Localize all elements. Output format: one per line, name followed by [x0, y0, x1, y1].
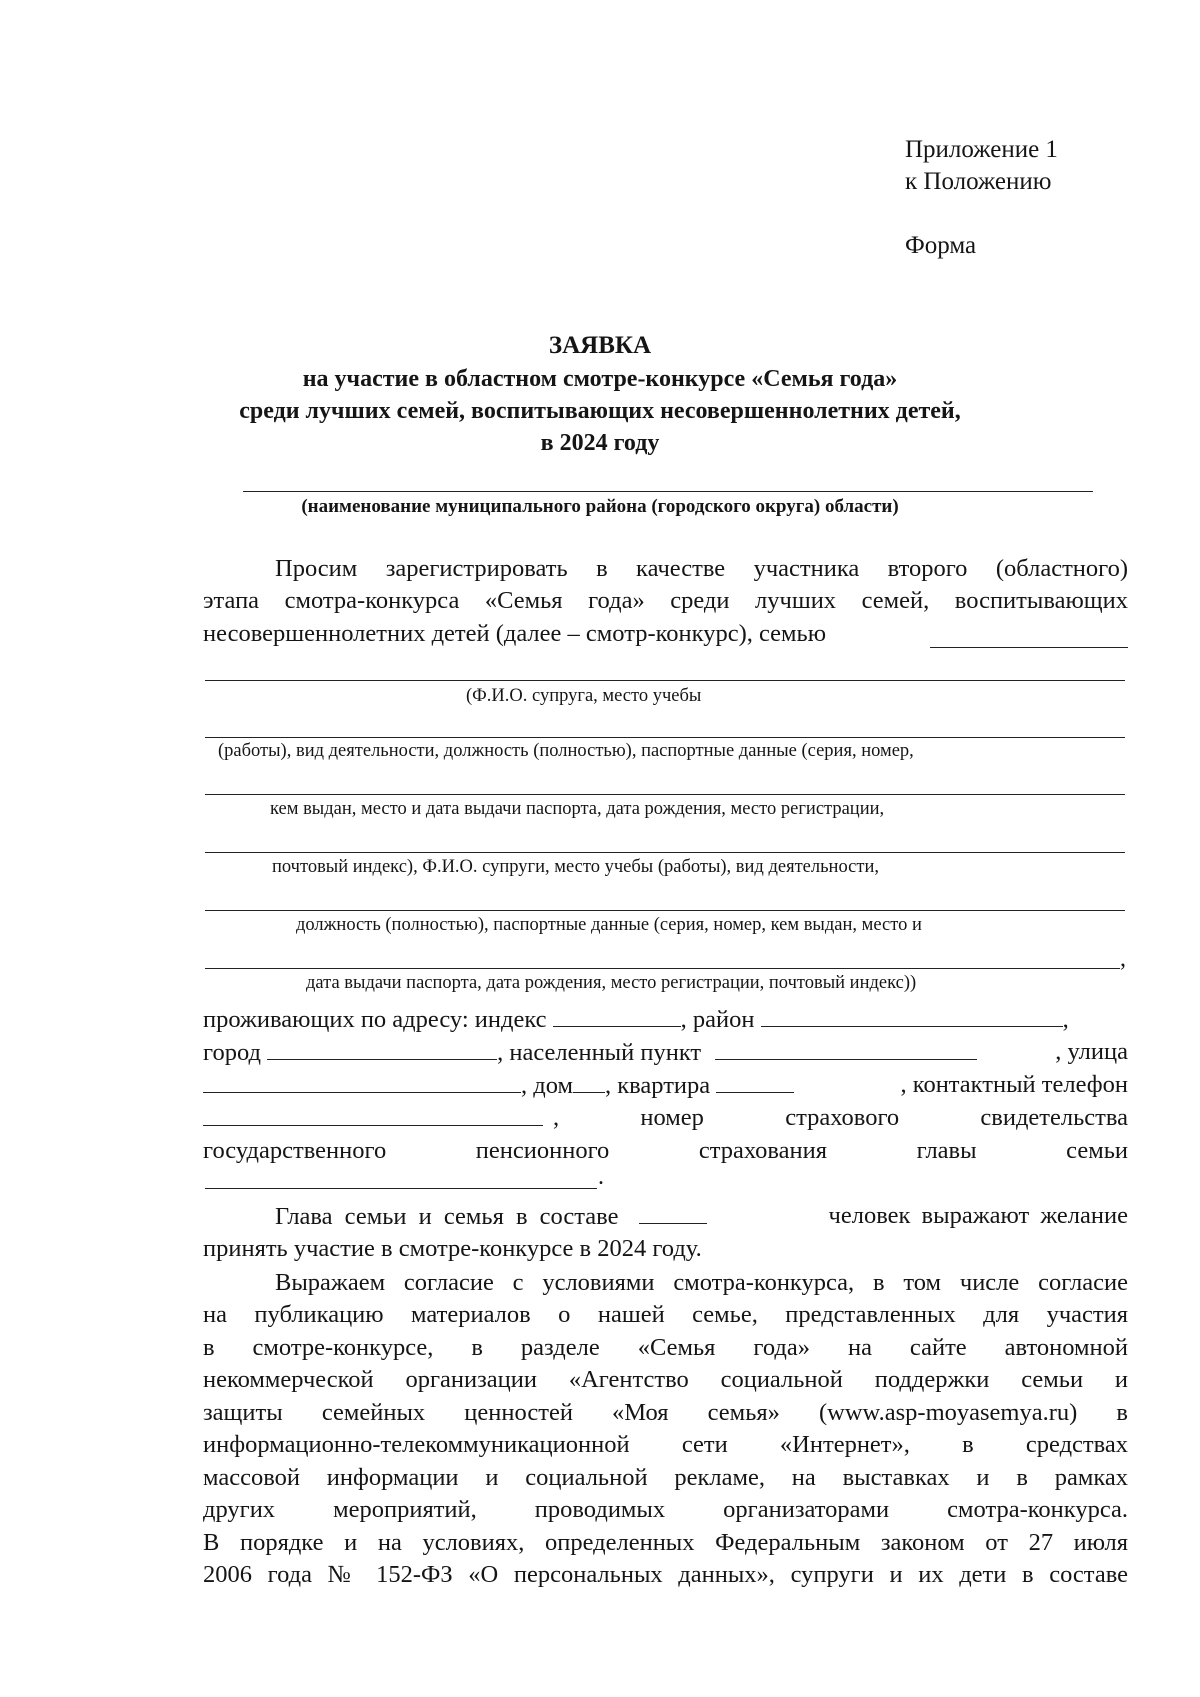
municipality-caption: (наименование муниципального района (городского округа) области) — [301, 496, 899, 517]
field-caption-6: дата выдачи паспорта, дата рождения, место регистрации, почтовый индекс)) — [306, 973, 917, 993]
wish-line-1-b: человек выражают желание — [828, 1202, 1128, 1229]
consent-line-10: 2006 года № 152-ФЗ «О персональных данных», супруги и их дети в составе — [203, 1561, 1128, 1588]
consent-line-9: В порядке и на условиях, определенных Федеральным законом от 27 июля — [203, 1529, 1128, 1556]
line-6-comma: , — [1120, 946, 1126, 972]
field-caption-1: (Ф.И.О. супруга, место учебы — [466, 686, 702, 706]
family-info-line-3 — [205, 794, 1125, 795]
insurance-period: . — [598, 1164, 604, 1190]
field-caption-3: кем выдан, место и дата выдачи паспорта, дата рождения, место регистрации, — [270, 799, 885, 819]
municipality-field-line — [243, 491, 1093, 492]
consent-line-2: на публикацию материалов о нашей семье, представленных для участия — [203, 1301, 1128, 1328]
city-label: город — [203, 1039, 261, 1066]
insurance-label-2: государственного пенсионного страхования главы семьи — [203, 1137, 1128, 1164]
title-line-3: в 2024 году — [540, 430, 660, 456]
family-name-blank — [930, 647, 1128, 648]
wish-line-1-a: Глава семьи и семья в составе — [275, 1203, 619, 1230]
title-line-1: на участие в областном смотре-конкурсе «Семья года» — [302, 366, 898, 392]
consent-line-4: некоммерческой организации «Агентство социальной поддержки семьи и — [203, 1366, 1128, 1393]
index-blank — [553, 1005, 681, 1027]
field-caption-5: должность (полностью), паспортные данные (серия, номер, кем выдан, место и — [296, 915, 922, 935]
form-label: Форма — [905, 232, 977, 259]
house-blank — [573, 1071, 605, 1093]
consent-line-5: защиты семейных ценностей «Моя семья» (www.asp-moyasemya.ru) в — [203, 1399, 1128, 1426]
insurance-label-1: , номер страхового свидетельства — [553, 1104, 1128, 1131]
street-blank — [203, 1071, 521, 1093]
title-line-2: среди лучших семей, воспитывающих несовершеннолетних детей, — [239, 398, 961, 424]
address-line-1: проживающих по адресу: индекс , район , — [203, 1006, 1069, 1033]
house-label: , дом — [521, 1072, 574, 1099]
regulation-label: к Положению — [905, 168, 1052, 195]
field-caption-4: почтовый индекс), Ф.И.О. супруги, место учебы (работы), вид деятельности, — [272, 857, 879, 877]
district-blank — [761, 1005, 1063, 1027]
document-title: ЗАЯВКА — [548, 332, 652, 359]
appendix-label: Приложение 1 — [905, 136, 1058, 163]
address-line-2 — [203, 1038, 1128, 1067]
apartment-label: , квартира — [605, 1072, 711, 1099]
request-line-3 — [203, 620, 826, 648]
wish-line-1 — [203, 1202, 1128, 1231]
family-size-blank — [639, 1202, 707, 1224]
insurance-number-blank — [205, 1188, 597, 1189]
consent-line-8: других мероприятий, проводимых организаторами смотра-конкурса. — [203, 1496, 1128, 1523]
consent-line-6: информационно-телекоммуникационной сети «Интернет», в средствах — [203, 1431, 1128, 1458]
family-info-line-6 — [205, 968, 1120, 969]
address-line-4 — [203, 1104, 1128, 1133]
request-line-1: Просим зарегистрировать в качестве участника второго (областного) — [275, 555, 1128, 582]
family-info-line-5 — [205, 910, 1125, 911]
field-caption-2: (работы), вид деятельности, должность (полностью), паспортные данные (серия, номер, — [218, 741, 914, 761]
consent-line-1: Выражаем согласие с условиями смотра-конкурса, в том числе согласие — [275, 1269, 1128, 1296]
consent-line-3: в смотре-конкурсе, в разделе «Семья года» на сайте автономной — [203, 1334, 1128, 1361]
address-line-3 — [203, 1071, 1128, 1100]
family-info-line-4 — [205, 852, 1125, 853]
settlement-blank — [715, 1038, 977, 1060]
consent-line-7: массовой информации и социальной рекламе, на выставках и в рамках — [203, 1464, 1128, 1491]
request-line-2: этапа смотра-конкурса «Семья года» среди лучших семей, воспитывающих — [203, 587, 1128, 614]
wish-line-2: принять участие в смотре-конкурсе в 2024 году. — [203, 1235, 702, 1262]
settlement-label: , населенный пункт — [497, 1039, 702, 1066]
phone-label: , контактный телефон — [900, 1071, 1128, 1098]
family-info-line-2 — [205, 737, 1125, 738]
phone-blank — [203, 1104, 543, 1126]
request-line-3-text: несовершеннолетних детей (далее – смотр-конкурс), семью — [203, 620, 827, 647]
residing-label: проживающих по адресу: индекс — [203, 1006, 547, 1033]
city-blank — [267, 1038, 497, 1060]
family-info-line-1 — [205, 680, 1125, 681]
apartment-blank — [716, 1071, 794, 1093]
district-label: , район — [680, 1006, 755, 1033]
street-label: , улица — [1055, 1038, 1128, 1065]
